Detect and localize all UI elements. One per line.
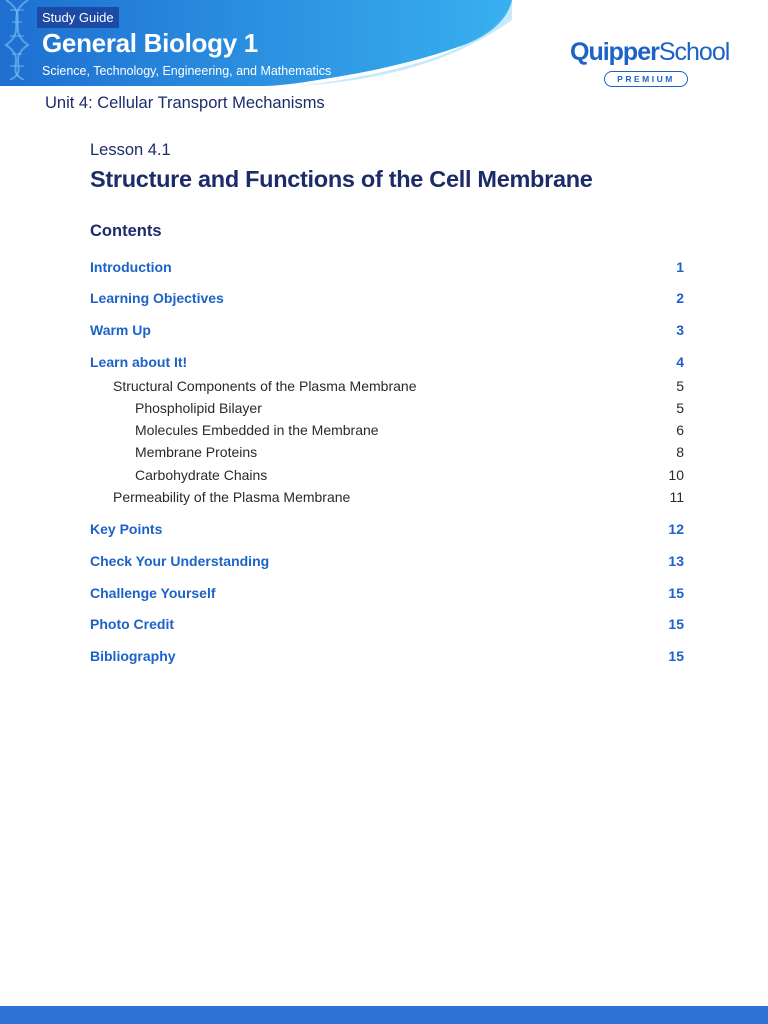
toc-entry-page: 11 [669,489,684,505]
toc-entry-label: Check Your Understanding [90,553,270,569]
toc-entry-page: 4 [676,354,684,370]
toc-entry-page: 12 [668,521,684,537]
toc-entry-label: Learn about It! [90,354,188,370]
logo-premium-badge: PREMIUM [604,71,688,87]
toc-entry-learn-about-it[interactable] [90,354,684,374]
study-guide-badge: Study Guide [37,7,119,28]
toc-entry-carbohydrate-chains[interactable] [90,467,684,487]
toc-entry-label: Photo Credit [90,616,174,632]
toc-entry-label: Molecules Embedded in the Membrane [135,422,379,438]
toc-entry-page: 15 [668,585,684,601]
quipper-school-logo [570,38,730,90]
toc-entry-label: Challenge Yourself [90,585,216,601]
toc-entry-label: Learning Objectives [90,290,224,306]
toc-entry-page: 8 [676,444,684,460]
toc-entry-photo-credit[interactable] [90,616,684,636]
lesson-label: Lesson 4.1 [90,141,171,159]
toc-entry-label: Introduction [90,259,172,275]
toc-entry-page: 15 [668,648,684,664]
toc-entry-page: 2 [676,290,684,306]
toc-entry-label: Membrane Proteins [135,444,258,460]
contents-heading: Contents [90,222,162,240]
toc-entry-permeability[interactable] [90,489,684,509]
toc-entry-check-your-understanding[interactable] [90,553,684,573]
toc-entry-page: 3 [676,322,684,338]
toc-entry-structural-components[interactable] [90,378,684,398]
toc-entry-label: Carbohydrate Chains [135,467,268,483]
toc-entry-label: Permeability of the Plasma Membrane [113,489,351,505]
toc-entry-page: 10 [668,467,684,483]
logo-wordmark [570,38,730,67]
header-banner [0,0,520,90]
toc-entry-bibliography[interactable] [90,648,684,668]
toc-entry-phospholipid-bilayer[interactable] [90,400,684,420]
toc-entry-membrane-proteins[interactable] [90,444,684,464]
unit-title: Unit 4: Cellular Transport Mechanisms [45,94,325,112]
toc-entry-label: Warm Up [90,322,151,338]
toc-entry-label: Structural Components of the Plasma Membrane [113,378,417,394]
logo-wordmark-quipper: Quipper [570,38,659,66]
toc-entry-warm-up[interactable] [90,322,684,342]
toc-entry-page: 5 [676,378,684,394]
lesson-title: Structure and Functions of the Cell Membrane [90,166,593,192]
toc-entry-introduction[interactable] [90,259,684,279]
toc-entry-page: 1 [676,259,684,275]
toc-entry-key-points[interactable] [90,521,684,541]
toc-entry-page: 15 [668,616,684,632]
toc-entry-page: 6 [676,422,684,438]
logo-wordmark-school: School [658,38,730,66]
footer-bar [0,1006,768,1024]
toc-entry-page: 5 [676,400,684,416]
toc-entry-label: Key Points [90,521,163,537]
toc-entry-label: Bibliography [90,648,176,664]
toc-entry-page: 13 [668,553,684,569]
course-subtitle: Science, Technology, Engineering, and Mathematics [42,64,332,78]
toc-entry-challenge-yourself[interactable] [90,585,684,605]
toc-entry-learning-objectives[interactable] [90,290,684,310]
toc-entry-molecules-embedded[interactable] [90,422,684,442]
dna-icon [0,0,36,80]
toc-entry-label: Phospholipid Bilayer [135,400,262,416]
course-title: General Biology 1 [42,28,258,58]
